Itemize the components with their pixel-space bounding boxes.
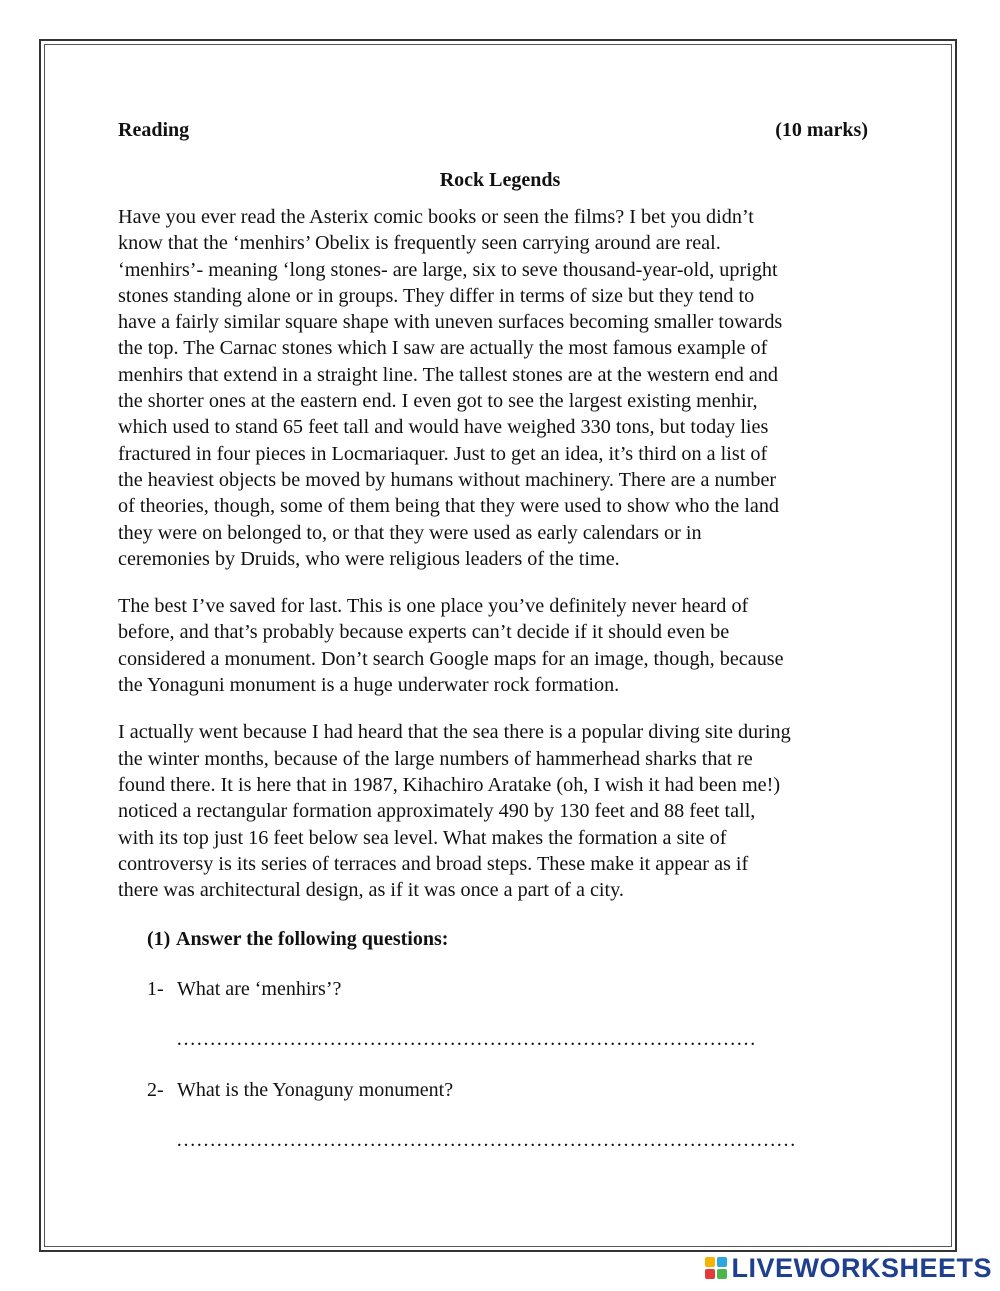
answer-field-2[interactable]: ………………………………………………………………………………… bbox=[176, 1129, 796, 1152]
paragraph-1 bbox=[118, 204, 882, 572]
text-line: noticed a rectangular formation approximately 490 by 130 feet and 88 feet tall, bbox=[118, 800, 756, 823]
question-text: What is the Yonaguny monument? bbox=[177, 1079, 454, 1102]
section-number: (1) bbox=[147, 928, 171, 951]
question-2 bbox=[147, 1076, 882, 1104]
text-line: ceremonies by Druids, who were religious leaders of the time. bbox=[118, 547, 620, 570]
answer-field-1[interactable]: …………………………………………………………………………… bbox=[176, 1028, 756, 1051]
text-line: before, and that’s probably because experts can’t decide if it should even be bbox=[118, 621, 730, 644]
text-line: of theories, though, some of them being that they were used to show who the land bbox=[118, 495, 780, 518]
text-line: found there. It is here that in 1987, Kihachiro Aratake (oh, I wish it had been me!) bbox=[118, 773, 781, 796]
question-text: What are ‘menhirs’? bbox=[177, 978, 342, 1001]
section-label: Reading bbox=[118, 119, 190, 141]
text-line: which used to stand 65 feet tall and would have weighed 330 tons, but today lies bbox=[118, 416, 769, 439]
questions-heading bbox=[147, 925, 882, 953]
text-line: have a fairly similar square shape with uneven surfaces becoming smaller towards bbox=[118, 311, 783, 334]
text-line: the top. The Carnac stones which I saw are actually the most famous example of bbox=[118, 337, 768, 360]
text-line: there was architectural design, as if it was once a part of a city. bbox=[118, 879, 624, 902]
section-heading-text: Answer the following questions: bbox=[176, 928, 449, 951]
text-line: know that the ‘menhirs’ Obelix is frequently seen carrying around are real. bbox=[118, 232, 721, 255]
text-line: considered a monument. Don’t search Google maps for an image, though, because bbox=[118, 647, 784, 670]
text-line: I actually went because I had heard that the sea there is a popular diving site during bbox=[118, 721, 791, 744]
text-line: fractured in four pieces in Locmariaquer. Just to get an idea, it’s third on a list of bbox=[118, 442, 768, 465]
text-line: The best I’ve saved for last. This is one place you’ve definitely never heard of bbox=[118, 595, 749, 618]
paragraph-3 bbox=[118, 719, 882, 903]
text-line: ‘menhirs’- meaning ‘long stones- are large, six to seve thousand-year-old, upright bbox=[118, 258, 778, 281]
text-line: with its top just 16 feet below sea level. What makes the formation a site of bbox=[118, 826, 727, 849]
paragraph-2 bbox=[118, 593, 882, 698]
brand-name: LIVEWORKSHEETS bbox=[731, 1252, 992, 1283]
text-line: menhirs that extend in a straight line. The tallest stones are at the western end and bbox=[118, 363, 779, 386]
worksheet-content bbox=[118, 116, 882, 1154]
liveworksheets-logo-icon bbox=[705, 1257, 727, 1279]
text-line: Have you ever read the Asterix comic books or seen the films? I bet you didn’t bbox=[118, 206, 754, 228]
text-line: stones standing alone or in groups. They differ in terms of size but they tend to bbox=[118, 284, 755, 307]
text-line: the heaviest objects be moved by humans without machinery. There are a number bbox=[118, 468, 777, 491]
header-row bbox=[118, 116, 882, 144]
page-title: Rock Legends bbox=[439, 169, 561, 191]
marks-label: (10 marks) bbox=[775, 119, 868, 141]
text-line: the shorter ones at the eastern end. I even got to see the largest existing menhir, bbox=[118, 390, 758, 413]
text-line: controversy is its series of terraces and broad steps. These make it appear as if bbox=[118, 852, 749, 875]
question-number: 1- bbox=[147, 978, 164, 1001]
liveworksheets-logo[interactable] bbox=[705, 1253, 992, 1283]
text-line: the winter months, because of the large numbers of hammerhead sharks that re bbox=[118, 747, 753, 770]
text-line: the Yonaguni monument is a huge underwater rock formation. bbox=[118, 674, 620, 697]
text-line: they were on belonged to, or that they were used as early calendars or in bbox=[118, 521, 702, 544]
question-number: 2- bbox=[147, 1079, 164, 1102]
question-1 bbox=[147, 975, 882, 1003]
